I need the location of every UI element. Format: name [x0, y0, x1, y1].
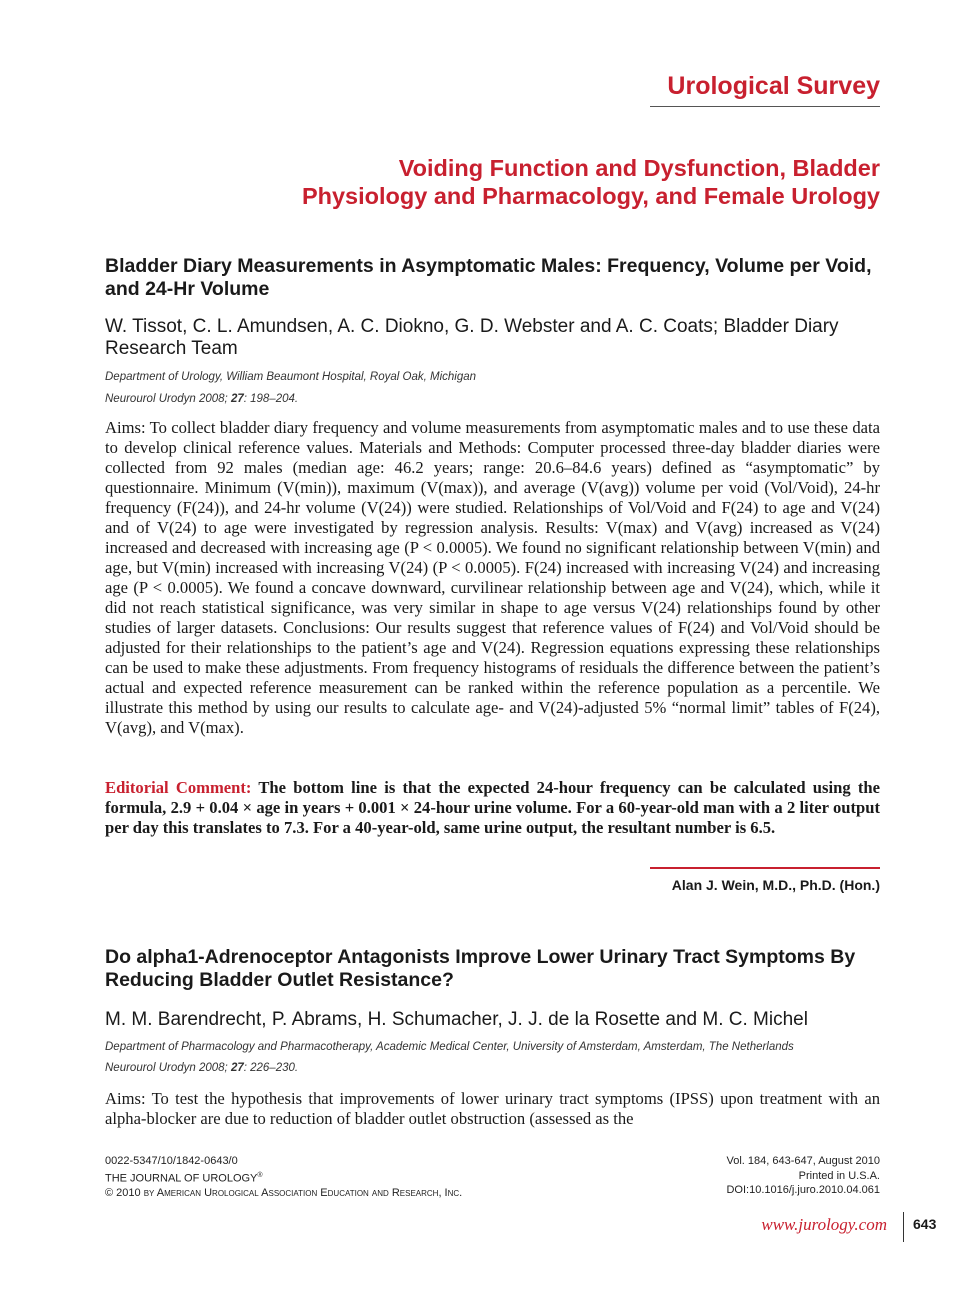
footer-publication-info — [105, 1154, 462, 1200]
journal-website-link[interactable]: www.jurology.com — [761, 1215, 887, 1234]
editorial-comment — [105, 778, 880, 838]
footer-issue-info — [726, 1154, 880, 1198]
citation-pages: : 198–204. — [243, 393, 299, 405]
editorial-signature: Alan J. Wein, M.D., Ph.D. (Hon.) — [671, 877, 880, 893]
footer-printed: Printed in U.S.A. — [798, 1169, 880, 1182]
article1-title: Bladder Diary Measurements in Asymptomatic Males: Frequency, Volume per Void, and 24-Hr Volume — [105, 255, 872, 300]
citation-journal: Neurourol Urodyn 2008; — [105, 1062, 231, 1074]
footer-issn: 0022-5347/10/1842-0643/0 — [105, 1155, 238, 1167]
footer-doi[interactable]: DOI:10.1016/j.juro.2010.04.061 — [726, 1184, 880, 1196]
subsection-title-line2: Physiology and Pharmacology, and Female Urology — [301, 183, 880, 209]
citation-volume: 27 — [230, 393, 244, 405]
section-title: Urological Survey — [667, 72, 880, 100]
subsection-title-line1: Voiding Function and Dysfunction, Bladder — [398, 155, 880, 181]
article1-citation — [105, 393, 880, 405]
footer-journal-name: THE JOURNAL OF UROLOGY — [105, 1172, 258, 1185]
section-divider — [650, 106, 880, 107]
article1-abstract: Aims: To collect bladder diary frequency and volume measurements from asymptomatic males and to use these data to develop clinical reference values. Materials and Methods: Computer processed three-day bladder diaries were collected from 92 males (median age: 46.2 years; range: 20.6–84.6 years) defined as “asymptomatic” by questionnaire. Minimum (V(min)), maximum (V(max)), and average (V(avg)) volume per void (Vol/Void), 24-hr frequency (F(24)), and 24-hr volume (V(24)) were studied. Relationships of Vol/Void and F(24) to age and V(24) and of V(24) to age were investigated by regression analysis. Results: V(max) and V(avg) increased as V(24) increased and decreased with increasing age (P < 0.0005). We found no significant relationship between V(min) and age, but V(min) increased with increasing V(24) (P < 0.0005). F(24) increased with increasing V(24) and increasing age (P < 0.0005). We found a concave downward, curvilinear relationship between age and V(24), which, while it did not reach statistical significance, was very similar in shape to age versus V(24) relationships found by other studies of larger datasets. Conclusions: Our results suggest that reference values of F(24) and Vol/Void should be adjusted for their relationships to the patient’s age and V(24). Regression equations expressing these relationships can be used to make these adjustments. From frequency histograms of residuals the difference between the patient’s actual and expected reference measurement can be ranked within the reference population as a percentile. We illustrate this method by using our results to calculate age- and V(24)-adjusted 5% “normal limit” tables of F(24), V(avg), and V(max). — [105, 418, 880, 737]
article1-affiliation: Department of Urology, William Beaumont Hospital, Royal Oak, Michigan — [105, 371, 477, 383]
subsection-title — [240, 154, 880, 210]
editorial-label: Editorial Comment: — [105, 778, 252, 797]
citation-volume: 27 — [230, 1062, 244, 1074]
footer-volume: Vol. 184, 643-647, August 2010 — [726, 1155, 880, 1167]
page-number-divider — [903, 1212, 904, 1242]
registered-mark: ® — [257, 1171, 263, 1179]
page-number: 643 — [913, 1216, 937, 1232]
footer-journal — [105, 1169, 462, 1186]
article2-title: Do alpha1-Adrenoceptor Antagonists Improve Lower Urinary Tract Symptoms By Reducing Bladder Outlet Resistance? — [105, 946, 856, 991]
article2-abstract: Aims: To test the hypothesis that improvements of lower urinary tract symptoms (IPSS) upon treatment with an alpha-blocker are due to reduction of bladder outlet obstruction (assessed as the — [105, 1089, 880, 1128]
citation-pages: : 226–230. — [243, 1062, 299, 1074]
citation-journal: Neurourol Urodyn 2008; — [105, 393, 231, 405]
editorial-divider — [650, 867, 880, 869]
article2-citation — [105, 1062, 880, 1074]
article2-affiliation: Department of Pharmacology and Pharmacotherapy, Academic Medical Center, University of Amsterdam, Amsterdam, The Netherlands — [105, 1041, 794, 1053]
editorial-text: The bottom line is that the expected 24-hour frequency can be calculated using the formula, 2.9 + 0.04 × age in years + 0.001 × 24-hour urine volume. For a 60-year-old man with a 2 liter output per day this translates to 7.3. For a 40-year-old, same urine output, the resultant number is 6.5. — [105, 778, 880, 837]
article1-authors: W. Tissot, C. L. Amundsen, A. C. Diokno, G. D. Webster and A. C. Coats; Bladder Diary Research Team — [105, 316, 839, 359]
article2-authors: M. M. Barendrecht, P. Abrams, H. Schumacher, J. J. de la Rosette and M. C. Michel — [105, 1009, 808, 1030]
footer-copyright: © 2010 by American Urological Association Education and Research, Inc. — [105, 1186, 463, 1199]
